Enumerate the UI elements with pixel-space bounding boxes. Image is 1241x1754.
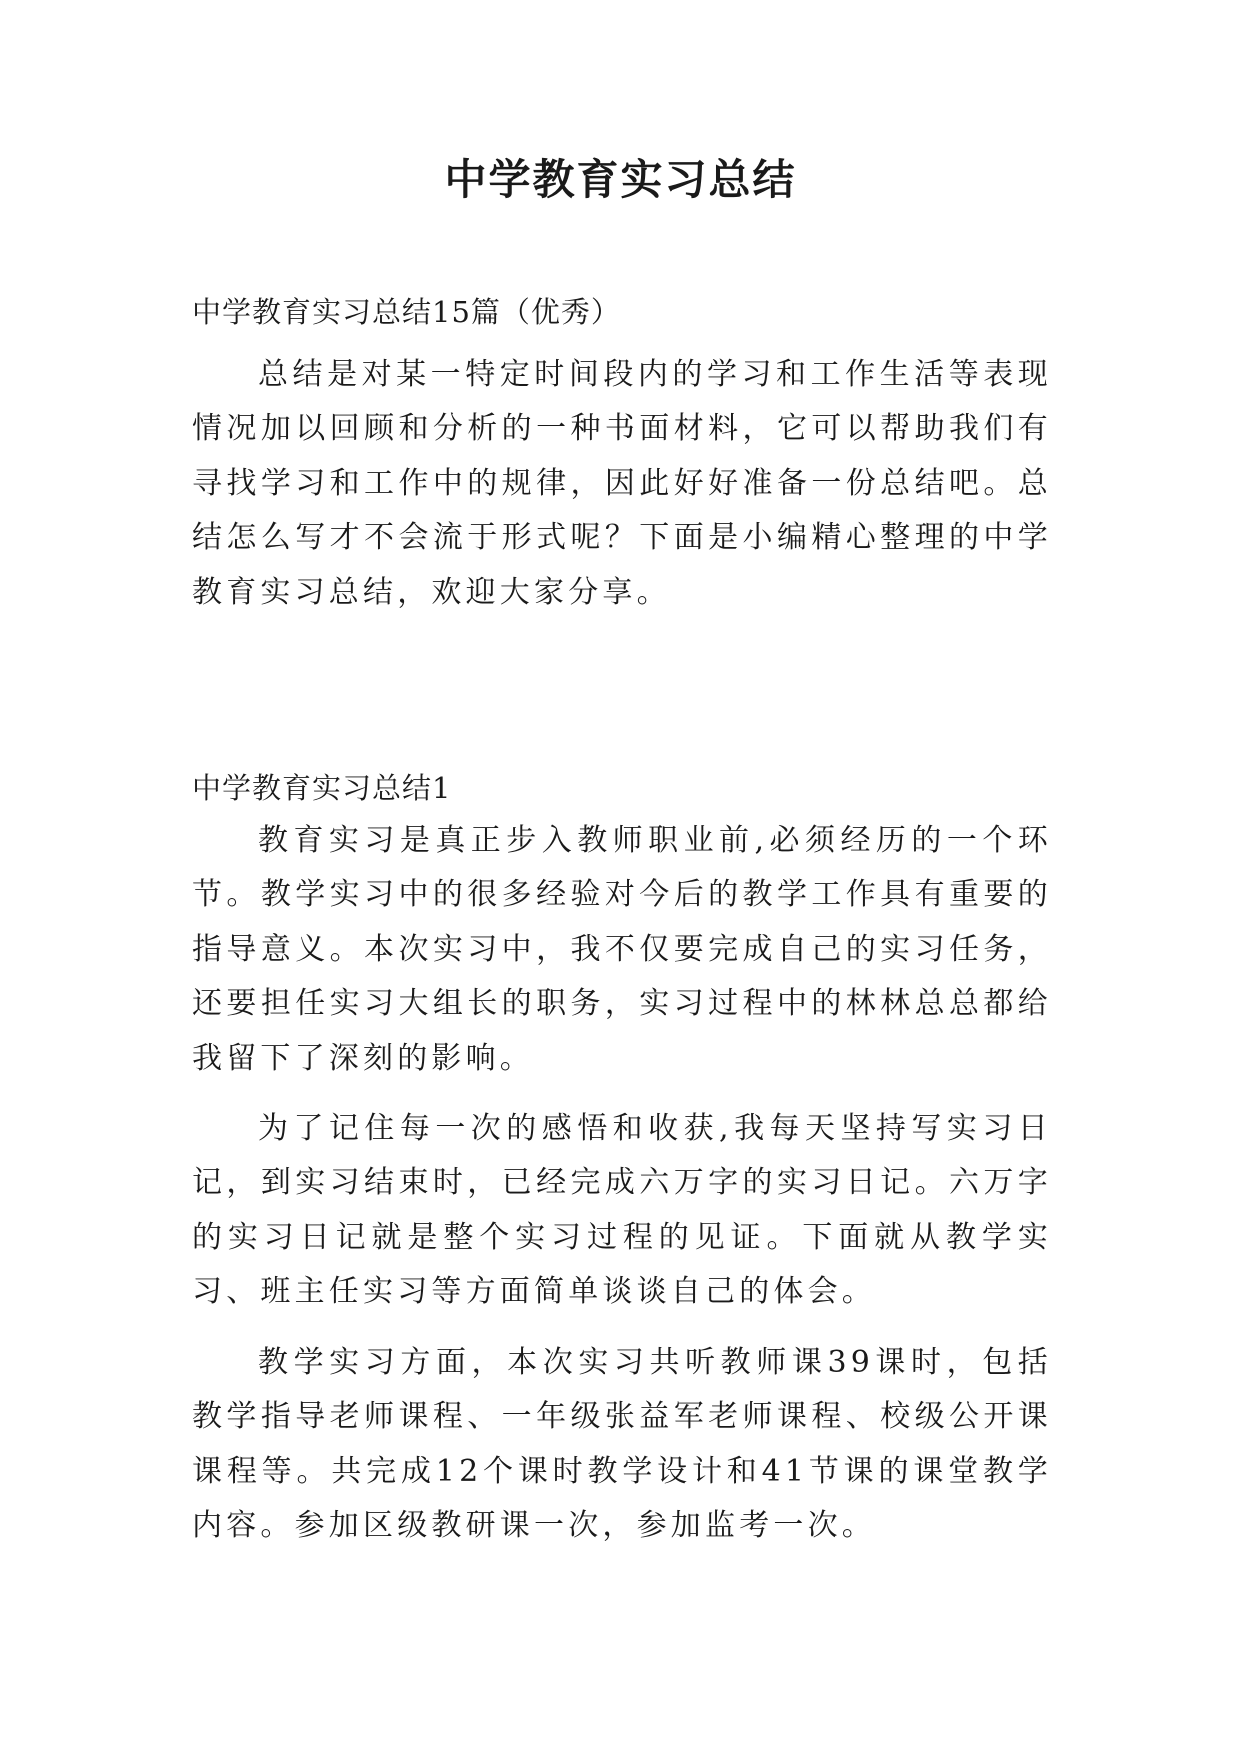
section-heading: 中学教育实习总结1 [192,771,452,805]
document-subtitle: 中学教育实习总结15篇（优秀） [192,295,621,329]
intro-paragraph: 总结是对某一特定时间段内的学习和工作生活等表现情况加以回顾和分析的一种书面材料，它可以帮助我们有寻找学习和工作中的规律，因此好好准备一份总结吧。总结怎么写才不会流于形式呢？下面是小编精心整理的中学教育实习总结，欢迎大家分享。 [192,357,1052,610]
body-paragraph: 教学实习方面，本次实习共听教师课39课时，包括教学指导老师课程、一年级张益军老师课程、校级公开课课程等。共完成12个课时教学设计和41节课的课堂教学内容。参加区级教研课一次，参加监考一次。 [192,1345,1053,1544]
document-title: 中学教育实习总结 [444,155,797,204]
body-paragraph: 教育实习是真正步入教师职业前,必须经历的一个环节。教学实习中的很多经验对今后的教学工作具有重要的指导意义。本次实习中，我不仅要完成自己的实习任务，还要担任实习大组长的职务，实习过程中的林林总总都给我留下了深刻的影响。 [192,823,1052,1076]
body-paragraph: 为了记住每一次的感悟和收获,我每天坚持写实习日记，到实习结束时，已经完成六万字的实习日记。六万字的实习日记就是整个实习过程的见证。下面就从教学实习、班主任实习等方面简单谈谈自己的体会。 [192,1111,1052,1310]
